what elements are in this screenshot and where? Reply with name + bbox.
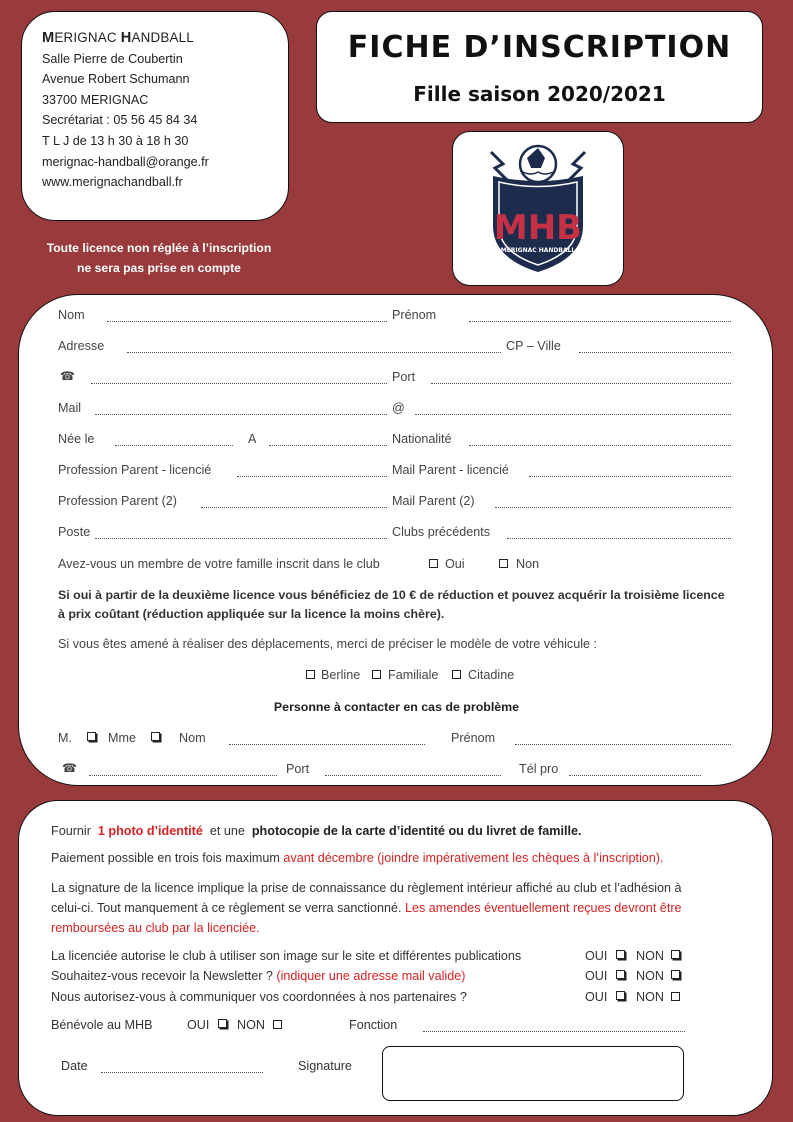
clubs-precedents-label: Clubs précédents — [392, 525, 491, 539]
newsletter-oui-label: OUI — [585, 969, 608, 983]
logo-text: MHB — [493, 208, 583, 248]
club-address-line: 33700 MERIGNAC — [42, 92, 149, 107]
famille-non-label: Non — [516, 557, 540, 571]
documents-required: Fournir 1 photo d’identité et une photocopie de la carte d’identité ou du livret de famille. — [51, 824, 582, 838]
deplacement-question: Si vous êtes amené à réaliser des déplacements, merci de préciser le modèle de votre véhicule : — [58, 637, 598, 651]
date-label: Date — [61, 1059, 88, 1073]
tel-pro-label: Tél pro — [519, 762, 559, 776]
contact-nom-label: Nom — [179, 731, 206, 745]
mail-parent-label: Mail Parent - licencié — [392, 463, 509, 477]
famille-oui-checkbox[interactable] — [429, 559, 438, 568]
signature-box[interactable] — [382, 1046, 684, 1101]
image-non-checkbox[interactable] — [671, 950, 680, 959]
image-oui-checkbox[interactable] — [616, 950, 625, 959]
contact-phone-field[interactable] — [89, 775, 277, 776]
contact-port-field[interactable] — [325, 775, 501, 776]
newsletter-question: Souhaitez-vous recevoir la Newsletter ? (indiquer une adresse mail valide) — [51, 969, 466, 983]
prenom-label: Prénom — [392, 308, 437, 322]
nom-label: Nom — [58, 308, 85, 322]
partenaires-non-label: NON — [636, 990, 664, 1004]
image-oui-label: OUI — [585, 949, 608, 963]
nom-field[interactable] — [107, 321, 387, 322]
citadine-label: Citadine — [468, 668, 515, 682]
club-info-box — [21, 11, 289, 221]
mail-domain-field[interactable] — [415, 414, 731, 415]
partenaires-non-checkbox[interactable] — [671, 992, 680, 1001]
benevole-oui-checkbox[interactable] — [218, 1019, 227, 1028]
famille-non-checkbox[interactable] — [499, 559, 508, 568]
berline-label: Berline — [321, 668, 361, 682]
partenaires-oui-label: OUI — [585, 990, 608, 1004]
newsletter-non-label: NON — [636, 969, 664, 983]
nationalite-field[interactable] — [469, 445, 731, 446]
club-address-line: Avenue Robert Schumann — [42, 72, 190, 87]
benevole-non-label: NON — [237, 1018, 265, 1032]
contact-prenom-label: Prénom — [451, 731, 496, 745]
newsletter-oui-checkbox[interactable] — [616, 970, 625, 979]
at-label: @ — [392, 401, 405, 415]
logo-box — [452, 131, 624, 286]
cp-ville-label: CP – Ville — [506, 339, 561, 353]
contact-nom-field[interactable] — [229, 744, 425, 745]
mail-field[interactable] — [95, 414, 387, 415]
club-email[interactable]: merignac-handball@orange.fr — [42, 154, 209, 169]
nationalite-label: Nationalité — [392, 432, 452, 446]
reduction-info: Si oui à partir de la deuxième licence vous bénéficiez de 10 € de réduction et pouvez acquérir la troisième licence à prix coûtant (réduction appliquée sur la licence la moins chère). — [58, 588, 725, 621]
contact-phone-icon: ☎ — [62, 761, 77, 775]
club-name: MERIGNAC HANDBALL — [42, 30, 194, 46]
contact-mme-checkbox[interactable] — [151, 732, 160, 741]
contact-port-label: Port — [286, 762, 310, 776]
profession-parent-field[interactable] — [237, 476, 387, 477]
profession-parent-label: Profession Parent - licencié — [58, 463, 212, 477]
image-consent-question: La licenciée autorise le club à utiliser son image sur le site et différentes publications — [51, 949, 522, 963]
contact-prenom-field[interactable] — [515, 744, 731, 745]
familiale-checkbox[interactable] — [372, 670, 381, 679]
birth-place-label: A — [248, 432, 257, 446]
citadine-checkbox[interactable] — [452, 670, 461, 679]
port-label: Port — [392, 370, 416, 384]
signature-label: Signature — [298, 1059, 352, 1073]
club-website[interactable]: www.merignachandball.fr — [42, 175, 183, 190]
adresse-label: Adresse — [58, 339, 105, 353]
berline-checkbox[interactable] — [306, 670, 315, 679]
club-phone: Secrétariat : 05 56 45 84 34 — [42, 113, 198, 128]
prenom-field[interactable] — [469, 321, 731, 322]
fonction-field[interactable] — [423, 1031, 685, 1032]
date-field[interactable] — [101, 1072, 263, 1073]
partenaires-question: Nous autorisez-vous à communiquer vos coordonnées à nos partenaires ? — [51, 990, 467, 1004]
paiement-info: Paiement possible en trois fois maximum avant décembre (joindre impérativement les chèques à l’inscription). — [51, 851, 664, 865]
page-title: FICHE D’INSCRIPTION — [347, 30, 732, 65]
mail-label: Mail — [58, 401, 82, 415]
poste-field[interactable] — [95, 538, 387, 539]
birth-place-field[interactable] — [269, 445, 387, 446]
phone-field[interactable] — [91, 383, 387, 384]
newsletter-non-checkbox[interactable] — [671, 970, 680, 979]
payment-warning: Toute licence non réglée à l’inscription ne sera pas prise en compte — [46, 241, 272, 275]
poste-label: Poste — [58, 525, 91, 539]
contact-mme-label: Mme — [108, 731, 136, 745]
mail-parent2-label: Mail Parent (2) — [392, 494, 475, 508]
image-non-label: NON — [636, 949, 664, 963]
tel-pro-field[interactable] — [569, 775, 701, 776]
phone-icon: ☎ — [60, 369, 75, 383]
cp-ville-field[interactable] — [579, 352, 731, 353]
documents-box — [18, 800, 773, 1116]
reglement-info: La signature de la licence implique la prise de connaissance du règlement intérieur affiché au club et l’adhésion à celui-ci. Tout manquement à ce règlement se verra sanctionné. Les amendes éventuellement reçues devront être remboursées au club par la licenciée. — [51, 881, 682, 935]
birth-date-field[interactable] — [115, 445, 233, 446]
contact-section-title: Personne à contacter en cas de problème — [273, 700, 520, 714]
title-box — [316, 11, 763, 123]
club-hours: T L J de 13 h 30 à 18 h 30 — [42, 133, 189, 148]
club-address-line: Salle Pierre de Coubertin — [42, 51, 183, 66]
registration-form — [18, 294, 773, 786]
famille-question: Avez-vous un membre de votre famille inscrit dans le club — [58, 557, 380, 571]
mhb-logo — [483, 142, 593, 276]
familiale-label: Familiale — [388, 668, 439, 682]
profession-parent2-label: Profession Parent (2) — [58, 494, 177, 508]
clubs-precedents-field[interactable] — [507, 538, 731, 539]
benevole-non-checkbox[interactable] — [273, 1020, 282, 1029]
profession-parent2-field[interactable] — [201, 507, 387, 508]
logo-caption: MERIGNAC HANDBALL — [500, 247, 576, 254]
mail-parent2-field[interactable] — [495, 507, 731, 508]
benevole-label: Bénévole au MHB — [51, 1018, 153, 1032]
benevole-oui-label: OUI — [187, 1018, 210, 1032]
page-subtitle: Fille saison 2020/2021 — [413, 82, 666, 106]
mail-parent-field[interactable] — [529, 476, 731, 477]
adresse-field[interactable] — [127, 352, 501, 353]
fonction-label: Fonction — [349, 1018, 398, 1032]
contact-m-checkbox[interactable] — [87, 732, 96, 741]
contact-m-label: M. — [58, 731, 72, 745]
famille-oui-label: Oui — [445, 557, 465, 571]
partenaires-oui-checkbox[interactable] — [616, 991, 625, 1000]
port-field[interactable] — [431, 383, 731, 384]
nee-le-label: Née le — [58, 432, 95, 446]
